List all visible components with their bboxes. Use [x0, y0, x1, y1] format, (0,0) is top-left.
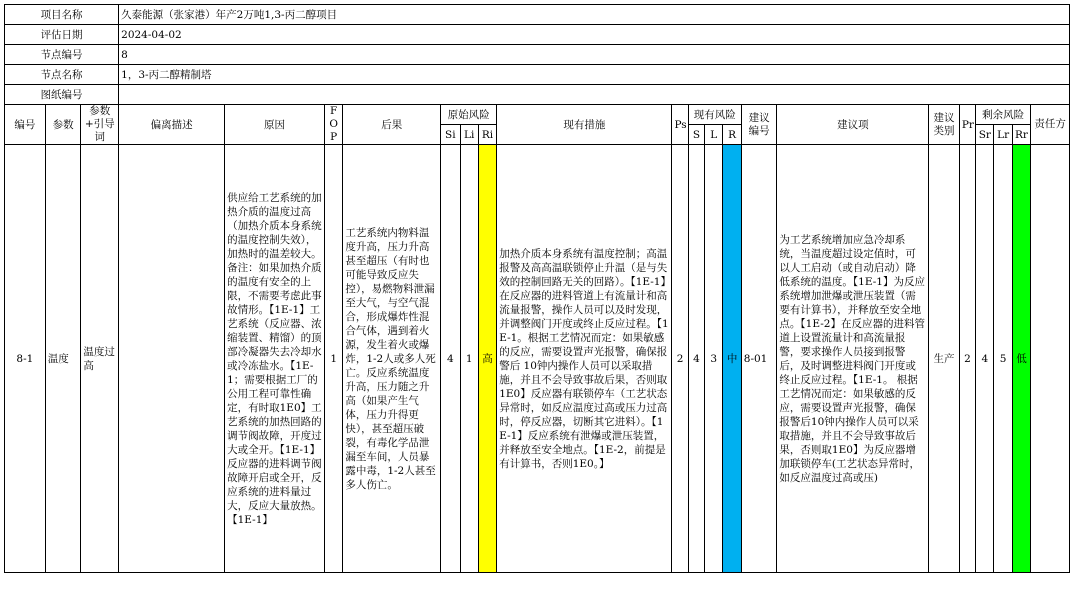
col-deviation: 偏离描述 — [119, 105, 225, 145]
row-sr: 4 — [976, 145, 994, 573]
row-lr: 5 — [994, 145, 1012, 573]
row-fop: 1 — [324, 145, 342, 573]
col-ri: Ri — [478, 125, 496, 145]
column-header-row-1 — [5, 105, 1070, 125]
col-no: 编号 — [5, 105, 46, 145]
row-li: 1 — [460, 145, 478, 573]
project-name-label: 项目名称 — [5, 5, 119, 25]
col-l: L — [705, 125, 723, 145]
row-param-guide: 温度过高 — [81, 145, 119, 573]
node-name-label: 节点名称 — [5, 65, 119, 85]
col-resid-risk: 剩余风险 — [976, 105, 1031, 125]
col-pr: Pr — [959, 105, 975, 145]
node-no-value: 8 — [119, 45, 1070, 65]
header-row-node-name — [5, 65, 1070, 85]
row-consequence: 工艺系统内物料温度升高，压力升高甚至超压（有时也可能导致反应失控），易燃物料泄漏至大气，与空气混合，形成爆炸性混合气体，遇到着火源，发生着火或爆炸，1-2人或多人死亡。反应系统温度升高，压力随之升高（如果产生气体，压力升得更快），甚至超压破裂，有毒化学品泄漏至车间，人员暴露中毒，1-2人甚至多人伤亡。 — [343, 145, 441, 573]
row-pr: 2 — [959, 145, 975, 573]
col-r: R — [723, 125, 741, 145]
assess-date-value: 2024-04-02 — [119, 25, 1070, 45]
col-ps: Ps — [672, 105, 688, 145]
col-fop: FOP — [324, 105, 342, 145]
col-lr: Lr — [994, 125, 1012, 145]
col-li: Li — [460, 125, 478, 145]
row-ri-badge: 高 — [478, 145, 496, 573]
drawing-no-label: 图纸编号 — [5, 85, 119, 105]
header-row-drawing — [5, 85, 1070, 105]
row-no: 8-1 — [5, 145, 46, 573]
col-curr-risk: 现有风险 — [688, 105, 741, 125]
row-current-measures: 加热介质本身系统有温度控制；高温报警及高高温联锁停止升温（是与失效的控制回路无关的回路）。【1E-1】在反应器的进料管道上有流量计和高流量报警，操作人员可以及时发现，并调整阀门开度或终止反应过程。【1E-1。根据工艺情况而定：如果敏感的反应，需要设置声光报警，确保报警后 10钟内操作人员可以采取措施，并且不会导致事故后果，否则取1E0】反应器有联锁停车（工艺状态异常时，如反应温度过高或压力过高时，停反应器，切断其它进料）。【1E-1】反应系统有泄爆或泄压装置，并释放至安全地点。【1E-2，前提是有计算书，否则1E0。】 — [497, 145, 672, 573]
header-row-node-no — [5, 45, 1070, 65]
row-si: 4 — [441, 145, 460, 573]
col-rr: Rr — [1012, 125, 1030, 145]
row-owner — [1031, 145, 1070, 573]
row-deviation — [119, 145, 225, 573]
node-no-label: 节点编号 — [5, 45, 119, 65]
col-sugg-no: 建议编号 — [741, 105, 777, 145]
col-param: 参数 — [45, 105, 81, 145]
row-rr-badge: 低 — [1012, 145, 1030, 573]
drawing-no-value — [119, 85, 1070, 105]
col-sugg-item: 建议项 — [777, 105, 929, 145]
row-r-badge: 中 — [723, 145, 741, 573]
col-param-guide: 参数+引导词 — [81, 105, 119, 145]
row-param: 温度 — [45, 145, 81, 573]
row-sugg-type: 生产 — [929, 145, 960, 573]
table-row — [5, 145, 1070, 573]
col-sr: Sr — [976, 125, 994, 145]
col-s: S — [688, 125, 704, 145]
col-consequence: 后果 — [343, 105, 441, 145]
hazop-worksheet — [4, 4, 1070, 573]
col-orig-risk: 原始风险 — [441, 105, 497, 125]
col-si: Si — [441, 125, 460, 145]
row-sugg-item: 为工艺系统增加应急冷却系统，当温度超过设定值时，可以人工启动（或自动启动）降低系统的温度。【1E-1】为反应系统增加泄爆或泄压装置（需要有计算书），并释放至安全地点。【1E-2】在反应器的进料管道上设置流量计和高流量报警，要求操作人员接到报警后，及时调整进料阀门开度或终止反应过程。【1E-1。 根据工艺情况而定：如果敏感的反应，需要设置声光报警，确保报警后10钟内操作人员可以采取措施，并且不会导致事故后果，否则取1E0】为反应器增加联锁停车(工艺状态异常时，如反应温度过高或压) — [777, 145, 929, 573]
row-s: 4 — [688, 145, 704, 573]
row-sugg-no: 8-01 — [741, 145, 777, 573]
col-cause: 原因 — [225, 105, 325, 145]
col-owner: 责任方 — [1031, 105, 1070, 145]
header-row-project — [5, 5, 1070, 25]
node-name-value: 1，3-丙二醇精制塔 — [119, 65, 1070, 85]
row-ps: 2 — [672, 145, 688, 573]
assess-date-label: 评估日期 — [5, 25, 119, 45]
row-cause: 供应给工艺系统的加热介质的温度过高（加热介质本身系统的温度控制失效），加热时的温差较大。备注：如果加热介质的温度有安全的上限，不需要考虑此事故情形。【1E-1】工艺系统（反应器、浓缩装置、精馏）的顶部冷凝器失去冷却水或冷冻盐水。【1E-1；需要根据工厂的公用工程可靠性确定，有时取1E0】工艺系统的加热回路的调节阀故障，开度过大或全开。【1E-1】反应器的进料调节阀故障开启或全开，反应系统的进料量过大，反应大量放热。【1E-1】 — [225, 145, 325, 573]
row-l: 3 — [705, 145, 723, 573]
col-sugg-type: 建议类别 — [929, 105, 960, 145]
header-row-date — [5, 25, 1070, 45]
col-current-measures: 现有措施 — [497, 105, 672, 145]
project-name-value: 久泰能源（张家港）年产2万吨1,3-丙二醇项目 — [119, 5, 1070, 25]
